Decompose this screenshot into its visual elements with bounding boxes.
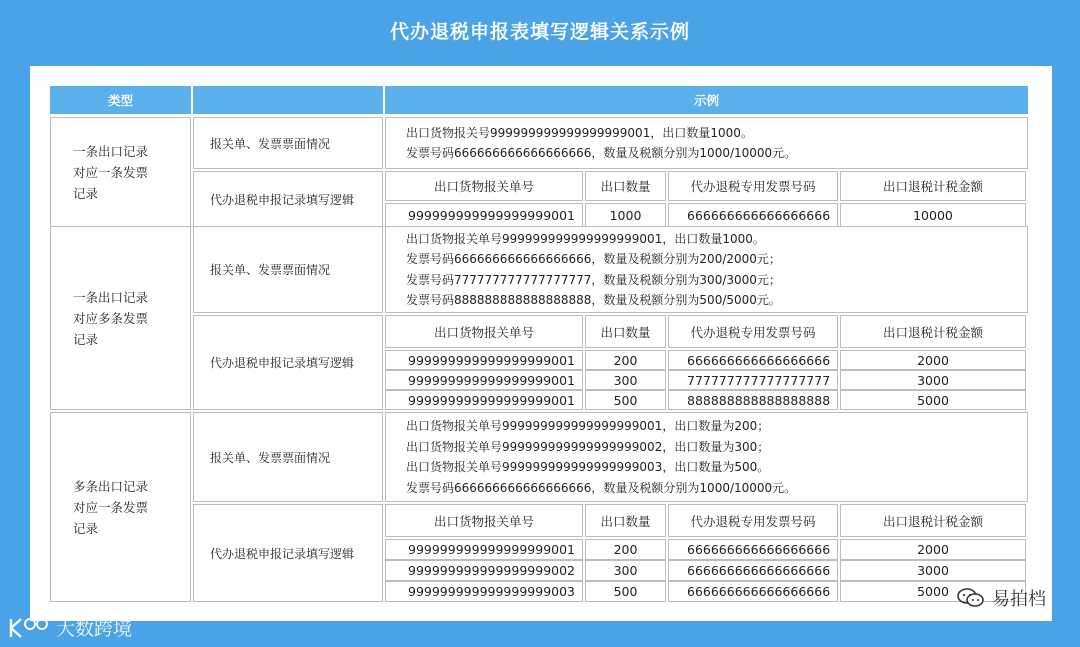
surface-line: 出口货物报关单号999999999999999999002，出口数量为300； xyxy=(406,439,770,454)
surface-label-cell xyxy=(193,226,383,313)
table-cell xyxy=(668,203,838,227)
page-title: 代办退税申报表填写逻辑关系示例 xyxy=(389,21,690,43)
table-panel xyxy=(30,66,1052,621)
table-cell xyxy=(840,350,1026,370)
type-line: 对应一条发票 xyxy=(73,164,149,180)
type-cell xyxy=(50,226,191,410)
table-cell xyxy=(668,390,838,410)
surface-label: 报关单、发票票面情况 xyxy=(210,263,331,277)
table-cell xyxy=(840,560,1026,581)
surface-line: 出口货物报关单号999999999999999999003，出口数量为500。 xyxy=(406,460,770,474)
subtable-column-header xyxy=(585,171,666,201)
table-cell-value: 500 xyxy=(613,392,638,408)
type-cell xyxy=(50,412,191,602)
table-cell-value: 200 xyxy=(613,352,638,368)
subtable-column-header xyxy=(668,315,838,348)
header-type-label: 类型 xyxy=(107,93,133,108)
table-cell xyxy=(385,350,583,370)
table-cell xyxy=(668,350,838,370)
watermark-right xyxy=(956,585,1046,611)
logic-label: 代办退税申报记录填写逻辑 xyxy=(210,546,355,561)
table-cell-value: 2000 xyxy=(917,542,949,557)
subtable-column-header xyxy=(840,504,1026,537)
table-cell-value: 777777777777777777 xyxy=(687,372,831,388)
table-cell xyxy=(840,539,1026,560)
column-header-label: 代办退税专用发票号码 xyxy=(690,324,816,340)
table-cell-value: 999999999999999999001 xyxy=(408,207,576,223)
watermark-right-text: 易拍档 xyxy=(992,589,1046,610)
table-cell-value: 999999999999999999001 xyxy=(408,392,576,408)
type-line: 对应多条发票 xyxy=(73,310,149,326)
type-line: 记录 xyxy=(73,185,99,201)
table-cell-value: 500 xyxy=(613,584,638,599)
table-cell xyxy=(585,350,666,370)
subtable-column-header xyxy=(585,504,666,537)
surface-label-cell xyxy=(193,117,383,169)
table-cell xyxy=(840,370,1026,390)
table-cell xyxy=(585,539,666,560)
table-cell-value: 3000 xyxy=(917,563,949,578)
table-cell-value: 999999999999999999001 xyxy=(408,372,576,388)
header-type xyxy=(50,86,191,114)
table-cell xyxy=(668,539,838,560)
surface-lines-cell xyxy=(385,412,1028,502)
subtable-column-header xyxy=(668,504,838,537)
logic-label-cell xyxy=(193,171,383,227)
surface-line: 发票号码666666666666666666，数量及税额分别为200/2000元； xyxy=(406,252,781,266)
table-cell-value: 1000 xyxy=(609,207,642,223)
type-line: 一条出口记录 xyxy=(73,289,149,305)
logic-label: 代办退税申报记录填写逻辑 xyxy=(210,192,355,207)
type-line: 对应一条发票 xyxy=(73,499,149,515)
surface-label: 报关单、发票票面情况 xyxy=(210,450,331,465)
subtable-column-header xyxy=(840,315,1026,348)
table-cell-value: 666666666666666666 xyxy=(687,584,831,599)
table-cell-value: 999999999999999999001 xyxy=(408,542,576,557)
column-header-label: 出口货物报关单号 xyxy=(433,179,534,194)
watermark-left-text: 大数跨境 xyxy=(56,618,133,640)
subtable-column-header xyxy=(385,504,583,537)
subtable-column-header xyxy=(385,315,583,348)
surface-line: 发票号码888888888888888888，数量及税额分别为500/5000元。 xyxy=(406,293,781,307)
table-cell xyxy=(385,560,583,581)
table-cell xyxy=(840,390,1026,410)
brand-logo-icon xyxy=(8,616,50,640)
type-line: 多条出口记录 xyxy=(73,478,149,494)
table-cell-value: 666666666666666666 xyxy=(687,352,831,368)
table-cell xyxy=(385,581,583,602)
column-header-label: 出口货物报关单号 xyxy=(433,513,534,529)
column-header-label: 出口数量 xyxy=(600,179,651,194)
table-cell xyxy=(585,560,666,581)
table-cell xyxy=(585,203,666,227)
logic-label-cell xyxy=(193,315,383,410)
column-header-label: 出口货物报关单号 xyxy=(433,324,534,340)
table-cell-value: 999999999999999999002 xyxy=(408,563,576,578)
table-cell-value: 5000 xyxy=(917,584,949,599)
table-cell-value: 200 xyxy=(613,542,638,557)
column-header-label: 出口退税计税金额 xyxy=(882,324,983,340)
column-header-label: 出口数量 xyxy=(600,324,651,340)
column-header-label: 出口退税计税金额 xyxy=(882,513,983,529)
table-cell-value: 999999999999999999003 xyxy=(408,584,576,599)
table-cell-value: 666666666666666666 xyxy=(687,563,831,578)
table-cell xyxy=(585,370,666,390)
surface-line: 出口货物报关号999999999999999999001，出口数量1000。 xyxy=(406,125,753,140)
table-cell-value: 300 xyxy=(613,372,638,388)
type-line: 记录 xyxy=(73,520,99,536)
surface-lines-cell xyxy=(385,117,1028,169)
logic-label-cell xyxy=(193,504,383,602)
watermark-left xyxy=(8,614,132,641)
surface-line: 发票号码666666666666666666，数量及税额分别为1000/10000元。 xyxy=(406,480,797,495)
type-line: 一条出口记录 xyxy=(73,143,149,159)
table-cell xyxy=(585,390,666,410)
table-cell-value: 300 xyxy=(613,563,638,578)
table-cell-value: 5000 xyxy=(917,392,949,408)
type-line: 记录 xyxy=(73,331,99,347)
surface-label-cell xyxy=(193,412,383,502)
table-cell xyxy=(385,370,583,390)
table-cell xyxy=(668,370,838,390)
column-header-label: 出口数量 xyxy=(600,513,651,529)
type-cell xyxy=(50,117,191,227)
table-cell xyxy=(668,560,838,581)
table-cell xyxy=(385,390,583,410)
surface-label: 报关单、发票票面情况 xyxy=(210,136,331,151)
table-cell-value: 999999999999999999001 xyxy=(408,352,576,368)
wechat-icon xyxy=(956,587,986,609)
table-cell xyxy=(668,581,838,602)
column-header-label: 代办退税专用发票号码 xyxy=(690,513,816,529)
table-cell xyxy=(385,539,583,560)
table-cell-value: 888888888888888888 xyxy=(687,392,831,408)
subtable-column-header xyxy=(585,315,666,348)
table-cell xyxy=(585,581,666,602)
header-example xyxy=(385,86,1028,114)
subtable-column-header xyxy=(385,171,583,201)
header-spacer xyxy=(193,86,383,114)
subtable-column-header xyxy=(840,171,1026,201)
table-cell xyxy=(840,203,1026,227)
table-cell-value: 10000 xyxy=(913,207,953,223)
column-header-label: 出口退税计税金额 xyxy=(882,179,983,194)
table-cell-value: 666666666666666666 xyxy=(687,542,831,557)
table-cell-value: 2000 xyxy=(917,352,949,368)
surface-lines-cell xyxy=(385,226,1028,313)
table-cell-value: 666666666666666666 xyxy=(687,207,831,223)
surface-line: 发票号码777777777777777777，数量及税额分别为300/3000元； xyxy=(406,272,781,287)
table-cell xyxy=(385,203,583,227)
subtable-column-header xyxy=(668,171,838,201)
table-cell-value: 3000 xyxy=(917,372,949,388)
surface-line: 出口货物报关单号999999999999999999001，出口数量为200； xyxy=(406,419,770,433)
surface-line: 出口货物报关单号999999999999999999001，出口数量1000。 xyxy=(406,231,765,246)
header-example-label: 示例 xyxy=(693,93,719,108)
logic-label: 代办退税申报记录填写逻辑 xyxy=(210,356,355,370)
surface-line: 发票号码666666666666666666，数量及税额分别为1000/10000元。 xyxy=(406,146,797,160)
column-header-label: 代办退税专用发票号码 xyxy=(690,179,816,194)
